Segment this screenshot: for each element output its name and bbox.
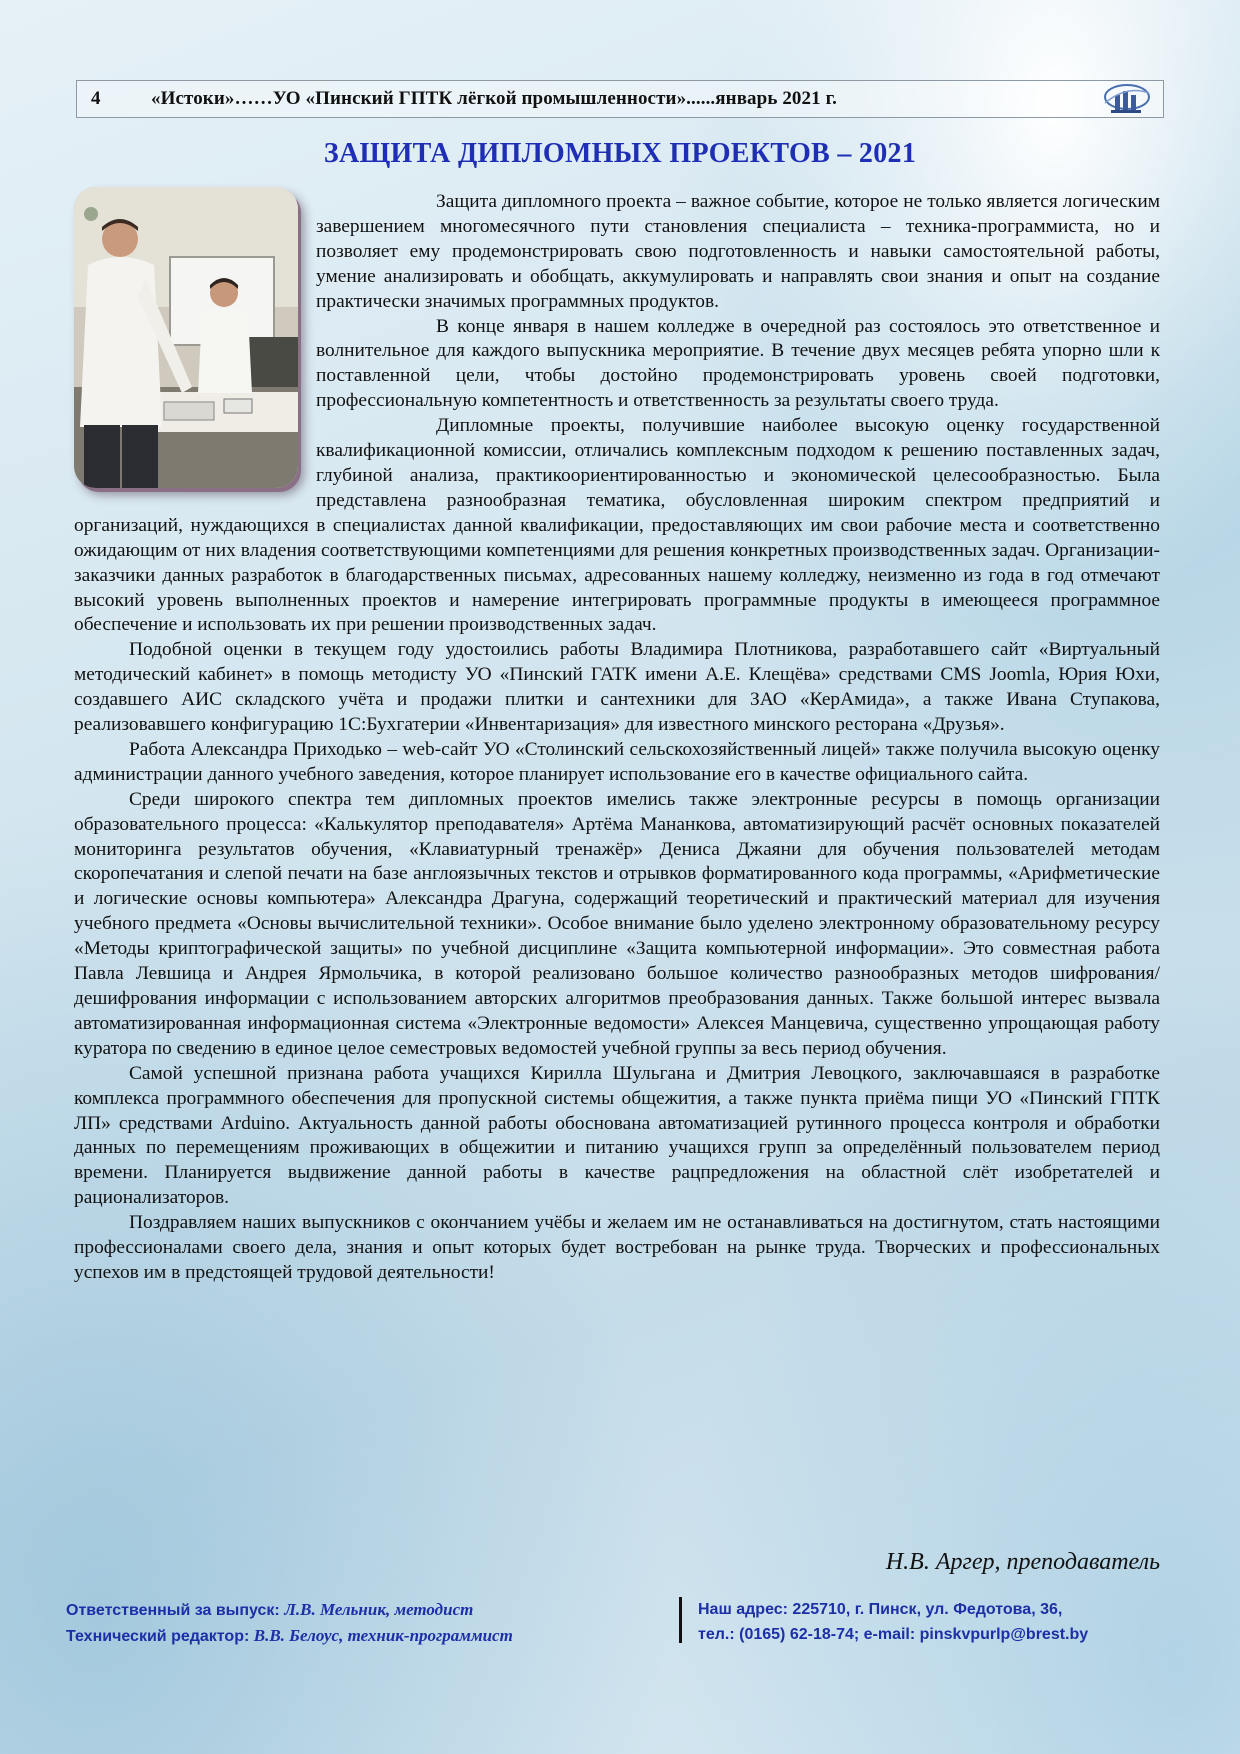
contacts-line: тел.: (0165) 62-18-74; e-mail: pinskvpurlp@brest.by xyxy=(698,1626,1089,1643)
paragraph: В конце января в нашем колледже в очередной раз состоялось это ответственное и волнительное для каждого выпускника мероприятие. В течение двух месяцев ребята упорно шли к поставленной цели, чтобы достойно продемонстрировать уровень своей подготовки, профессиональную компетентность и ответственность за результаты своего труда. xyxy=(316,315,1160,412)
header-text: «Истоки»……УО «Пинский ГПТК лёгкой промышленности»......январь 2021 г. xyxy=(151,88,838,109)
paragraph: Поздравляем наших выпускников с окончанием учёбы и желаем им не останавливаться на достигнутом, стать настоящими профессионалами своего дела, знания и опыт которых будет востребован на рынке труда. Творческих и профессиональных успехов им в предстоящей трудовой деятельности! xyxy=(74,1212,1160,1283)
page-header xyxy=(76,80,1164,118)
paragraph: Самой успешной признана работа учащихся Кирилла Шульгана и Дмитрия Левоцкого, заключавшаяся в разработке комплекса программного обеспечения для пропускной системы общежития, а также пункта приёма пищи УО «Пинский ГПТК ЛП» средствами Arduino. Актуальность данной работы обоснована автоматизацией рутинного процесса контроля и обработки данных по перемещениям проживающих в общежитии и питанию учащихся групп за определённый пользователем период времени. Планируется выдвижение данной работы в качестве рацпредложения на областной слёт изобретателей и рационализаторов. xyxy=(74,1062,1160,1209)
responsible-line xyxy=(66,1597,666,1623)
article-body xyxy=(74,190,1160,1286)
editor-label: Технический редактор: xyxy=(66,1628,250,1645)
paragraph: Дипломные проекты, получившие наиболее высокую оценку государственной квалификационной комиссии, отличались комплексным подходом к решению поставленных задач, глубиной анализа, практикоориентированностью и экономической целесообразностью. Была представлена разнообразная тематика, обусловленная широким спектром предприятий и организаций, нуждающихся в специалистах данной квалификации, предоставляющих им свои рабочие места и соответственно ожидающим от них владения соответствующими компетенциями для решения конкретных производственных задач. Организации-заказчики данных разработок в благодарственных письмах, адресованных нашему колледжу, неизменно из года в год отмечают высокий уровень выполненных проектов и намерение интегрировать программные продукты в имеющееся программное обеспечение и использовать их при решении производственных задач. xyxy=(74,415,1160,636)
article-title: ЗАЩИТА ДИПЛОМНЫХ ПРОЕКТОВ – 2021 xyxy=(323,138,917,169)
author-signature: Н.В. Аргер, преподаватель xyxy=(885,1549,1160,1575)
paragraph: Среди широкого спектра тем дипломных проектов имелись также электронные ресурсы в помощь организации образовательного процесса: «Калькулятор преподавателя» Артёма Мананкова, автоматизирующий расчёт основных показателей мониторинга результатов обучения, «Клавиатурный тренажёр» Дениса Джаяни для обучения пользователей методам скоропечатания и слепой печати на базе англоязычных текстов и отрывков форматированного кода программы, «Арифметические и логические основы компьютера» Александра Драгуна, содержащий теоретический и практический материал для изучения учебного предмета «Основы вычислительной техники». Особое внимание было уделено электронному образовательному ресурсу «Методы криптографической защиты» по учебной дисциплине «Защита компьютерной информации». Это совместная работа Павла Левшица и Андрея Ярмольчика, в которой реализовано большое количество разнообразных методов шифрования/дешифрования информации с использованием авторских алгоритмов преобразования данных. Также большой интерес вызвала автоматизированная информационная система «Электронные ведомости» Алексея Манцевича, существенно упрощающая работу куратора по сведению в единое целое семестровых ведомостей учебной группы за весь период обучения. xyxy=(74,788,1160,1059)
editor-line xyxy=(66,1623,666,1649)
footer-credits xyxy=(66,1597,666,1649)
page-number: 4 xyxy=(91,88,101,109)
address-line: Наш адрес: 225710, г. Пинск, ул. Федотова, 36, xyxy=(698,1601,1063,1618)
footer-divider xyxy=(679,1597,682,1643)
editor-value: В.В. Белоус, техник-программист xyxy=(253,1626,513,1645)
photo-spacer xyxy=(74,190,316,496)
responsible-label: Ответственный за выпуск: xyxy=(66,1602,280,1619)
college-logo-icon xyxy=(1101,83,1151,115)
paragraph: Подобной оценки в текущем году удостоились работы Владимира Плотникова, разработавшего сайт «Виртуальный методический кабинет» в помощь методисту УО «Пинский ГАТК имени А.Е. Клещёва» средствами CMS Joomla, Юрия Юхи, создавшего АИС складского учёта и продажи плитки и сантехники для ЗАО «КерАмида», а также Ивана Ступакова, реализовавшего конфигурацию 1С:Бухгатерии «Инвентаризация» для известного минского ресторана «Друзья». xyxy=(74,639,1160,736)
responsible-value: Л.В. Мельник, методист xyxy=(284,1600,474,1619)
paragraph: Защита дипломного проекта – важное событие, которое не только является логическим завершением многомесячного пути становления специалиста – техника-программиста, но и позволяет ему продемонстрировать свою подготовленность и навыки самостоятельной работы, умение анализировать и обобщать, аккумулировать и направлять свои знания и опыт на создание практически значимых программных продуктов. xyxy=(316,191,1160,312)
footer-contacts xyxy=(698,1597,1198,1647)
paragraph: Работа Александра Приходько – web-сайт УО «Столинский сельскохозяйственный лицей» также получила высокую оценку администрации данного учебного заведения, которое планирует использование его в качестве официального сайта. xyxy=(74,738,1160,785)
